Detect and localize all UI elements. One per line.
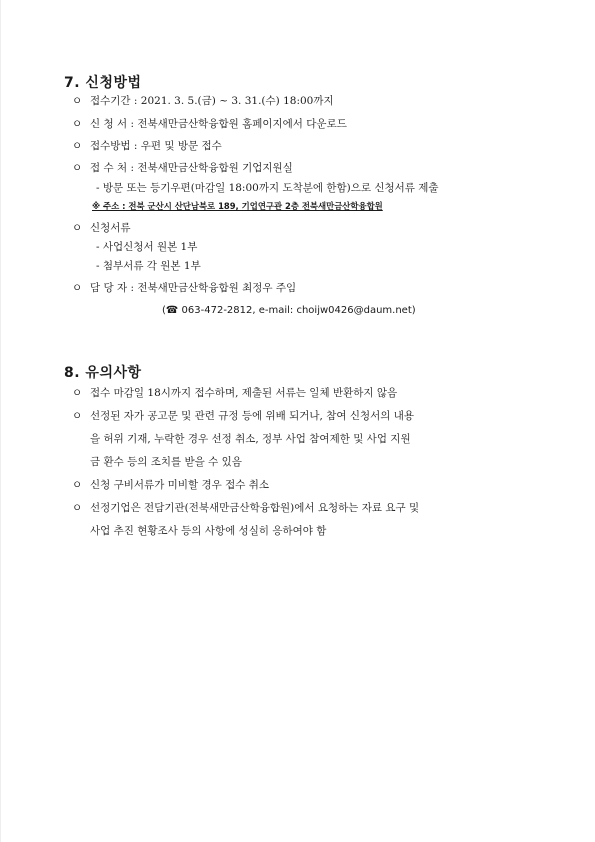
bullet-marker: ㅇ [72, 118, 83, 130]
contact-item [72, 281, 296, 295]
form-text: 신 청 서 : 전북새만금산학융합원 홈페이지에서 다운로드 [90, 118, 347, 130]
contact-phone-email: (☎ 063-472-2812, e-mail: choijw0426@daum.net) [162, 305, 416, 316]
docs-subitem-1: - 사업신청서 원본 1부 [96, 241, 198, 253]
period-text: 접수기간 : 2021. 3. 5.(금) ~ 3. 31.(수) 18:00까지 [90, 95, 334, 107]
office-text: 접 수 처 : 전북새만금산학융합원 기업지원실 [90, 162, 293, 174]
notice-text-4-line-1: 선정기업은 전담기관(전북새만금산학융합원)에서 요청하는 자료 요구 및 [90, 502, 420, 514]
section-7-heading: 7. 신청방법 [64, 75, 142, 91]
notice-text-1: 접수 마감일 18시까지 접수하며, 제출된 서류는 일체 반환하지 않음 [90, 387, 398, 399]
notice-item-3 [72, 478, 269, 492]
docs-text: 신청서류 [90, 222, 131, 234]
form-item [72, 117, 347, 131]
period-item [72, 94, 334, 108]
contact-text: 담 당 자 : 전북새만금산학융합원 최정우 주임 [90, 282, 297, 294]
docs-item [72, 221, 131, 235]
bullet-marker: ㅇ [72, 95, 83, 107]
bullet-marker: ㅇ [72, 479, 83, 491]
bullet-marker: ㅇ [72, 502, 83, 514]
bullet-marker: ㅇ [72, 282, 83, 294]
notice-text-4-line-2: 사업 추진 현황조사 등의 사항에 성실히 응하여야 함 [90, 525, 327, 537]
docs-subitem-2: - 첨부서류 각 원본 1부 [96, 260, 201, 272]
office-subitem: - 방문 또는 등기우편(마감일 18:00까지 도착분에 한함)으로 신청서류 제출 [96, 182, 439, 194]
notice-text-3: 신청 구비서류가 미비할 경우 접수 취소 [90, 479, 269, 491]
address-note: ※ 주소 : 전북 군산시 산단남북로 189, 기업연구관 2층 전북새만금산학융합원 [92, 201, 383, 211]
bullet-marker: ㅇ [72, 222, 83, 234]
notice-item-1 [72, 386, 397, 400]
bullet-marker: ㅇ [72, 410, 83, 422]
method-item [72, 139, 222, 153]
contact-detail [162, 303, 416, 318]
office-item [72, 161, 293, 175]
notice-text-2-line-3: 금 환수 등의 조치를 받을 수 있음 [90, 456, 242, 468]
bullet-marker: ㅇ [72, 387, 83, 399]
notice-text-2-line-2: 을 허위 기재, 누락한 경우 선정 취소, 정부 사업 참여제한 및 사업 지원 [90, 433, 411, 445]
bullet-marker: ㅇ [72, 140, 83, 152]
method-text: 접수방법 : 우편 및 방문 접수 [90, 140, 222, 152]
notice-item-4 [72, 501, 419, 515]
notice-text-2-line-1: 선정된 자가 공고문 및 관련 규정 등에 위배 되거나, 참여 신청서의 내용 [90, 410, 415, 422]
page-edge [0, 0, 1, 842]
bullet-marker: ㅇ [72, 162, 83, 174]
notice-item-2 [72, 409, 414, 423]
section-8-heading: 8. 유의사항 [64, 365, 142, 381]
